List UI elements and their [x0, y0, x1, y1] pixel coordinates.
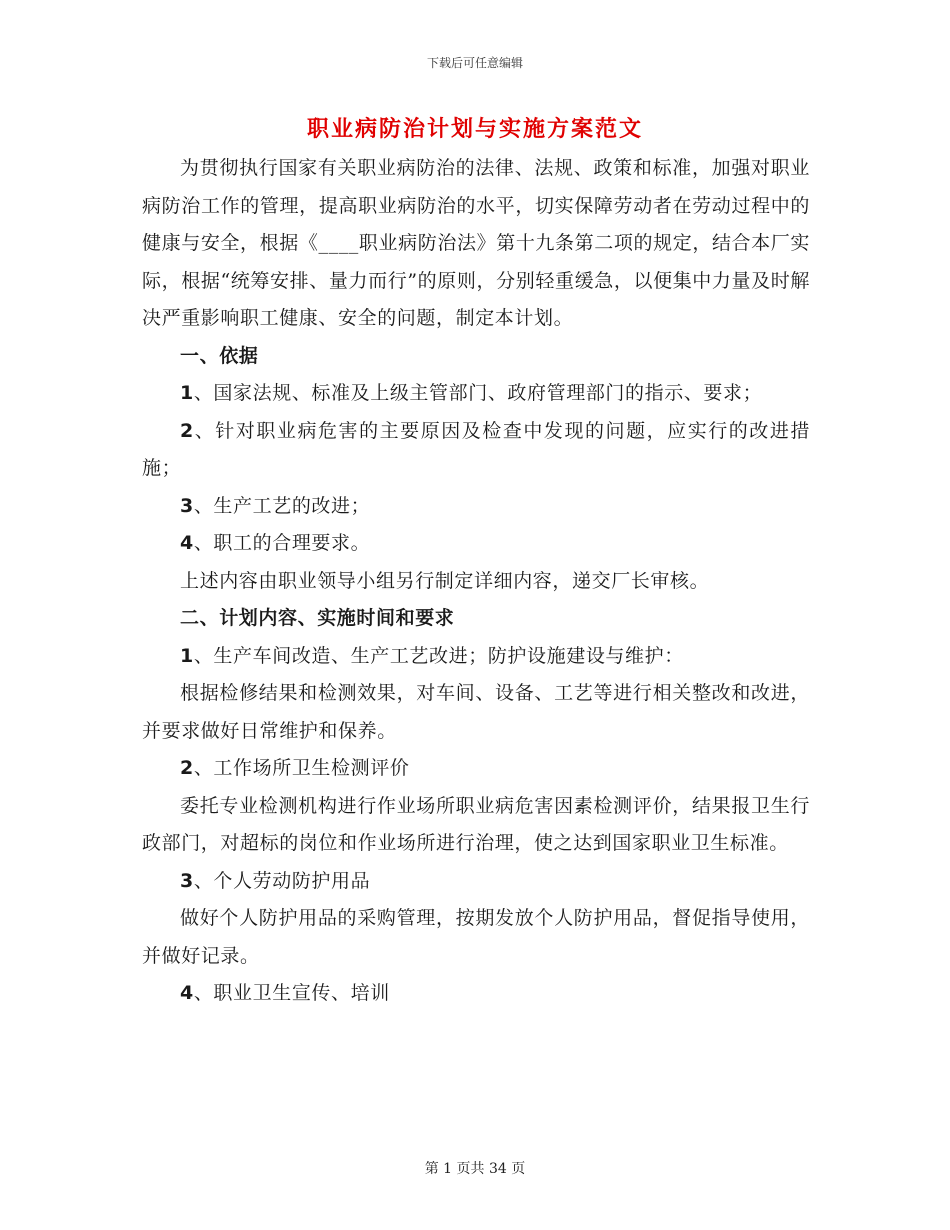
plan-item-2-body: 委托专业检测机构进行作业场所职业病危害因素检测评价，结果报卫生行政部门，对超标的岗位和作业场所进行治理，使之达到国家职业卫生标准。 [142, 794, 810, 854]
document-title: 职业病防治计划与实施方案范文 [306, 117, 643, 142]
item-number: 2 [180, 419, 194, 442]
plan-item-3-title [142, 863, 810, 901]
intro-paragraph: 为贯彻执行国家有关职业病防治的法律、法规、政策和标准，加强对职业病防治工作的管理，提高职业病防治的水平，切实保障劳动者在劳动过程中的健康与安全，根据《____职业病防治法》第十九条第二项的规定，结合本厂实际，根据“统筹安排、量力而行”的原则，分别轻重缓急，以便集中力量及时解决严重影响职工健康、安全的问题，制定本计划。 [142, 157, 810, 329]
item-number: 3 [180, 494, 194, 517]
basis-item-4 [142, 525, 810, 563]
item-title: 、个人劳动防护用品 [193, 869, 371, 892]
basis-item-3 [142, 488, 810, 526]
item-number: 4 [180, 982, 194, 1004]
item-number: 2 [180, 757, 194, 779]
plan-item-2-title [142, 750, 810, 788]
item-text: 、生产工艺的改进； [193, 494, 371, 517]
item-number: 1 [180, 644, 194, 667]
header-note: 下载后可任意编辑 [426, 56, 523, 70]
section-heading-plan: 二、计划内容、实施时间和要求 [180, 607, 455, 629]
item-number: 3 [180, 869, 194, 892]
item-title: 、工作场所卫生检测评价 [193, 757, 410, 779]
basis-note: 上述内容由职业领导小组另行制定详细内容，递交厂长审核。 [180, 569, 710, 592]
page-number-footer: 第 1 页共 34 页 [424, 1161, 526, 1177]
document-body [142, 150, 810, 1013]
item-text: 、国家法规、标准及上级主管部门、政府管理部门的指示、要求； [193, 382, 763, 404]
plan-item-1-title [142, 638, 810, 676]
plan-item-3-body: 做好个人防护用品的采购管理，按期发放个人防护用品，督促指导使用，并做好记录。 [142, 907, 810, 967]
plan-item-4-title [142, 975, 810, 1013]
section-heading-basis: 一、依据 [180, 344, 259, 367]
item-number: 4 [180, 532, 194, 554]
item-text: 、职工的合理要求。 [193, 532, 371, 554]
item-title: 、生产车间改造、生产工艺改进；防护设施建设与维护： [193, 644, 684, 667]
basis-item-1 [142, 375, 810, 413]
basis-item-2 [142, 413, 810, 488]
item-title: 、职业卫生宣传、培训 [193, 982, 390, 1004]
item-number: 1 [180, 382, 194, 404]
plan-item-1-body: 根据检修结果和检测效果，对车间、设备、工艺等进行相关整改和改进，并要求做好日常维护和保养。 [142, 682, 810, 742]
item-text: 、针对职业病危害的主要原因及检查中发现的问题，应实行的改进措施； [142, 419, 810, 479]
